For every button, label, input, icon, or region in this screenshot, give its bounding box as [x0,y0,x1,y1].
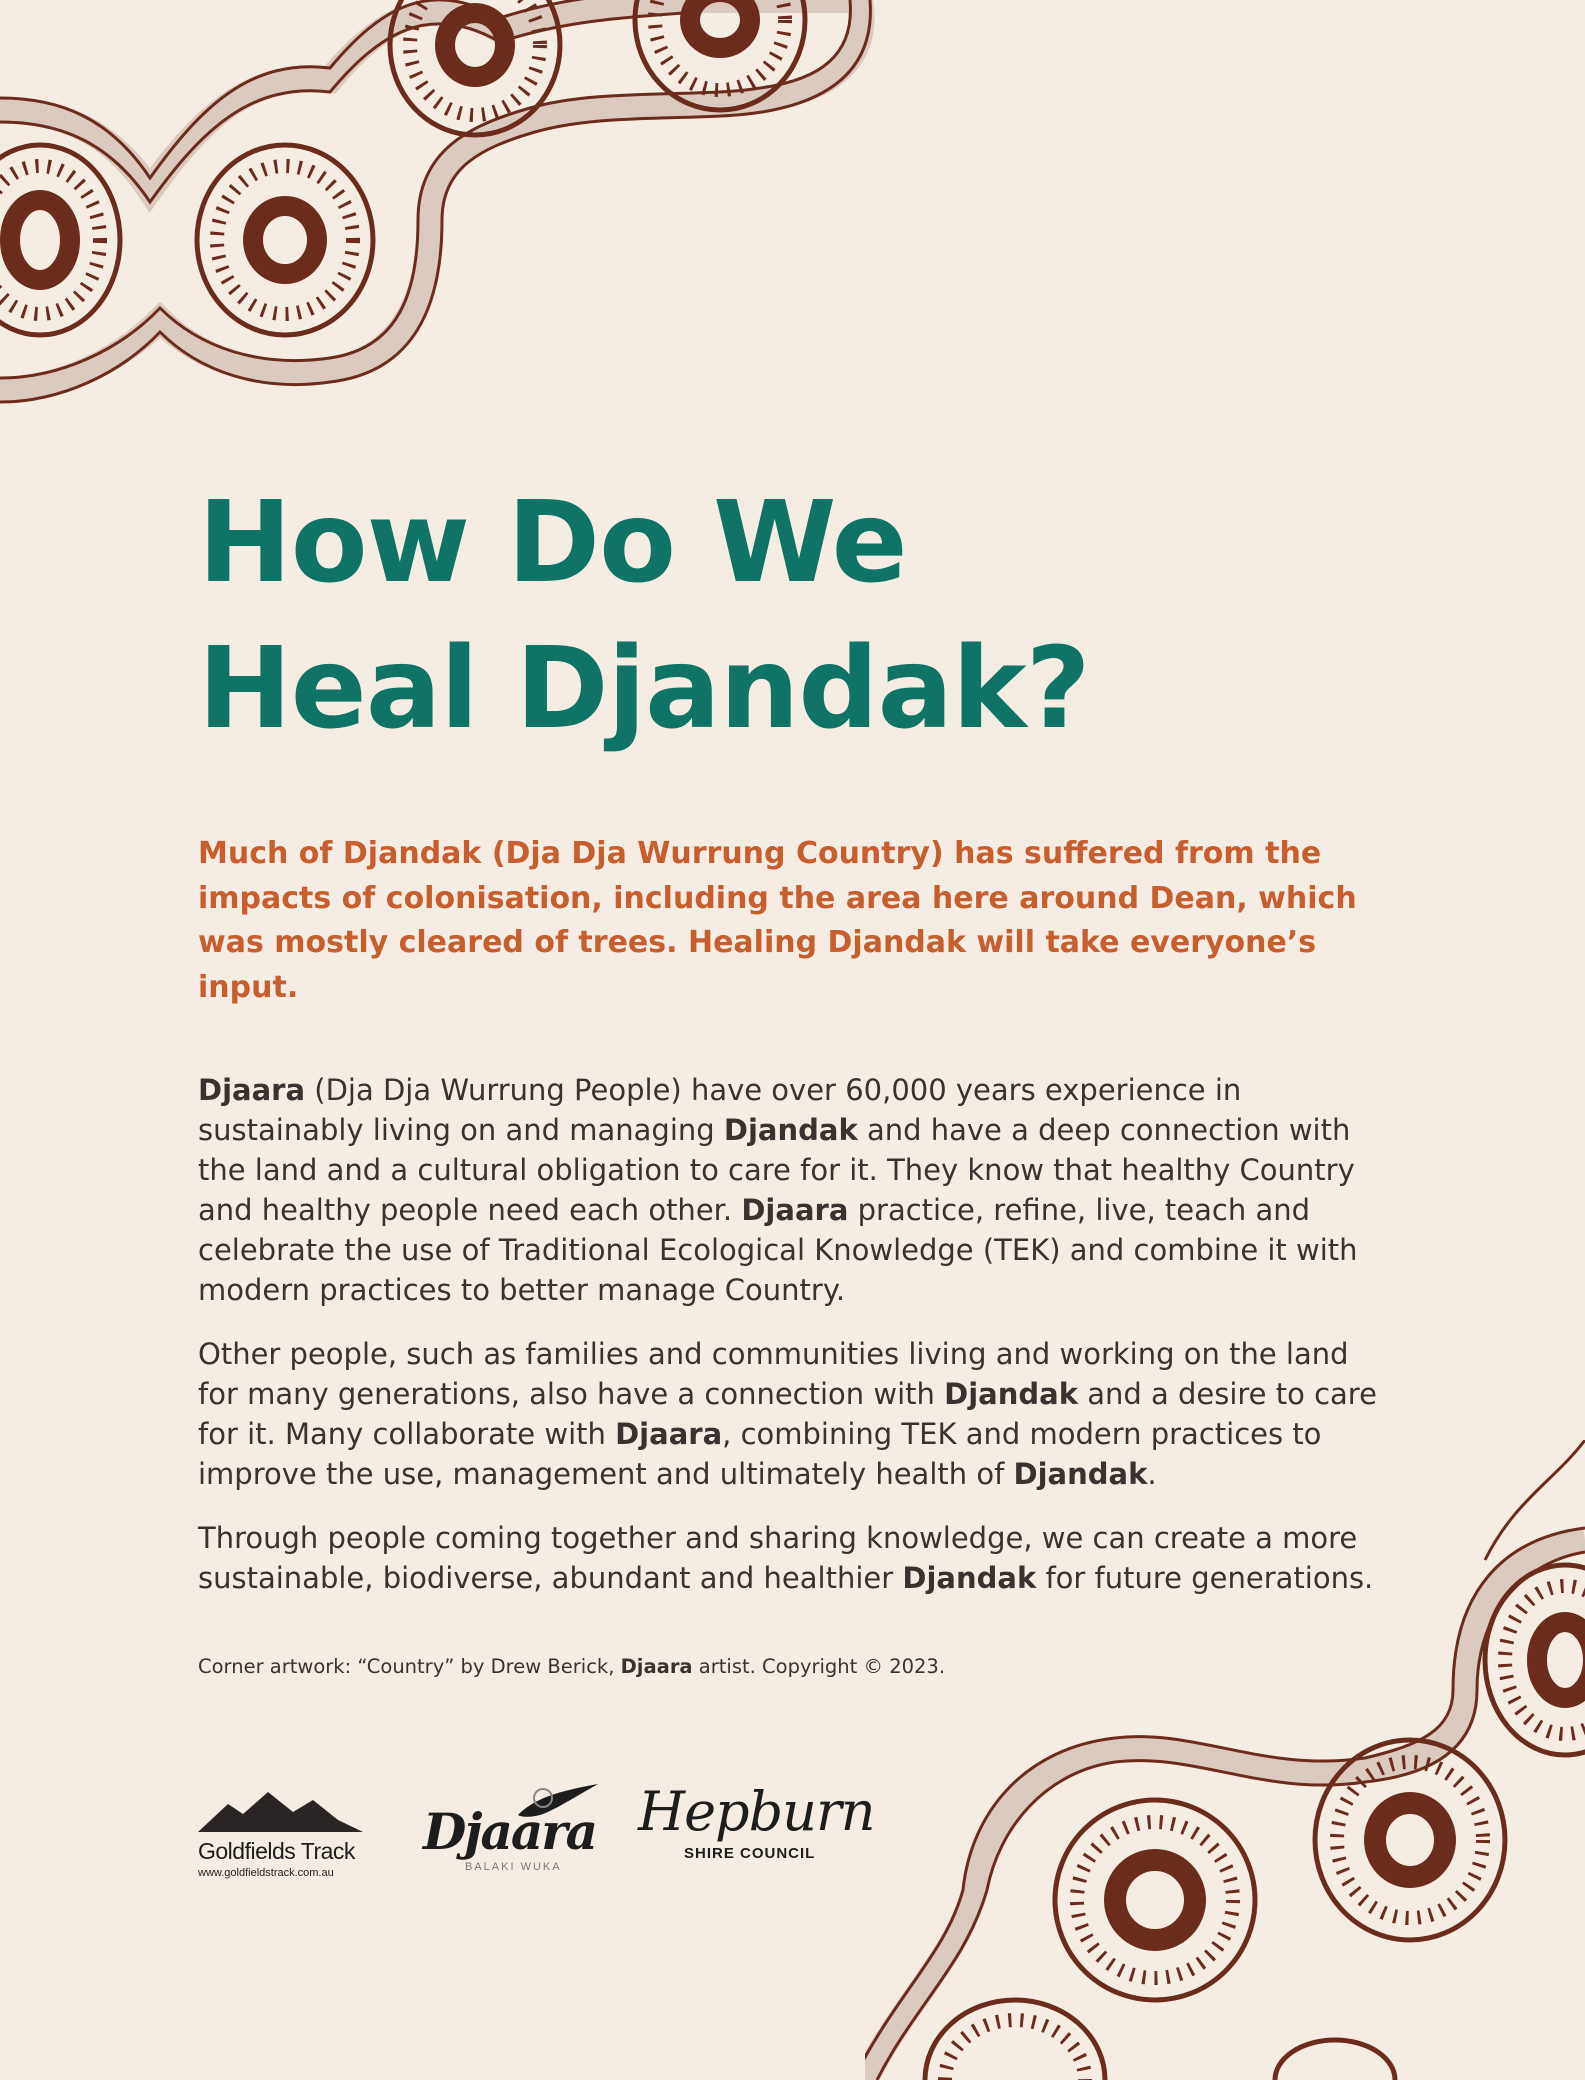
body-text: . [1147,1457,1157,1491]
body-text: Through people coming together and sharing knowledge, we can create a more sustainable, biodiverse, abundant and healthier [198,1521,1358,1595]
body-text: and have a deep connection with the land and a cultural obligation to care for it. They know that healthy Country and healthy people need each other. [198,1113,1355,1227]
body-text: and a desire to care for it. Many collaborate with [198,1377,1377,1451]
body-paragraph-3 [198,1518,1388,1598]
body-text: for future generations. [1036,1561,1374,1595]
body-bold: Djandak [1013,1457,1148,1491]
body-bold: Djandak [723,1113,858,1147]
page-title-line-2: Heal Djandak? [198,624,1090,754]
credit-text: artist. Copyright © 2023. [692,1655,946,1678]
goldfields-url: www.goldfieldstrack.com.au [198,1867,334,1879]
goldfields-track-logo [198,1792,368,1879]
main-content [198,470,1398,1680]
lead-paragraph [198,832,1378,1010]
goldfields-name: Goldfields Track [198,1838,355,1864]
lead-text: (Dja Dja Wurrung Country) has suffered from the impacts of colonisation, including the area here around Dean, which was mostly cleared of trees. Healing [198,836,1357,960]
artwork-credit [198,1654,1388,1680]
body-bold: Djandak [944,1377,1078,1411]
body-paragraph-1 [198,1070,1388,1310]
djaara-logo [423,1780,598,1873]
page-title [198,470,1398,762]
mountain-icon [198,1792,363,1832]
hepburn-subtitle: SHIRE COUNCIL [684,1845,816,1862]
partner-logos [198,1780,918,1890]
lead-bold: Djandak [827,925,966,960]
body-text: practice, refine, live, teach and celebrate the use of Traditional Ecological Knowledge (TEK) and combine it with modern practices to better manage Country. [198,1193,1358,1307]
body-paragraph-2 [198,1334,1388,1494]
body-text: , combining TEK and modern practices to improve the use, management and ultimately health of [198,1417,1322,1491]
body-bold: Djaara [198,1073,306,1107]
djaara-subtitle: BALAKI WUKA [465,1861,562,1873]
djaara-name: Djaara [423,1802,596,1861]
page-title-line-1: How Do We [198,478,907,608]
hepburn-logo [638,1780,875,1862]
corner-artwork-top-left [0,0,880,410]
hepburn-name: Hepburn [638,1780,875,1843]
lead-text: Much of [198,836,343,871]
body-bold: Djandak [902,1561,1037,1595]
body-text: (Dja Dja Wurrung People) have over 60,000 years experience in sustainably living on and managing [198,1073,1242,1147]
lead-bold: Djandak [342,836,482,871]
body-bold: Djaara [615,1417,723,1451]
lead-text: will take everyone’s input. [198,925,1317,1005]
body-text: Other people, such as families and communities living and working on the land for many generations, also have a connection with [198,1337,1349,1411]
body-bold: Djaara [741,1193,849,1227]
credit-bold: Djaara [620,1655,693,1678]
credit-text: Corner artwork: “Country” by Drew Berick, [198,1655,621,1678]
